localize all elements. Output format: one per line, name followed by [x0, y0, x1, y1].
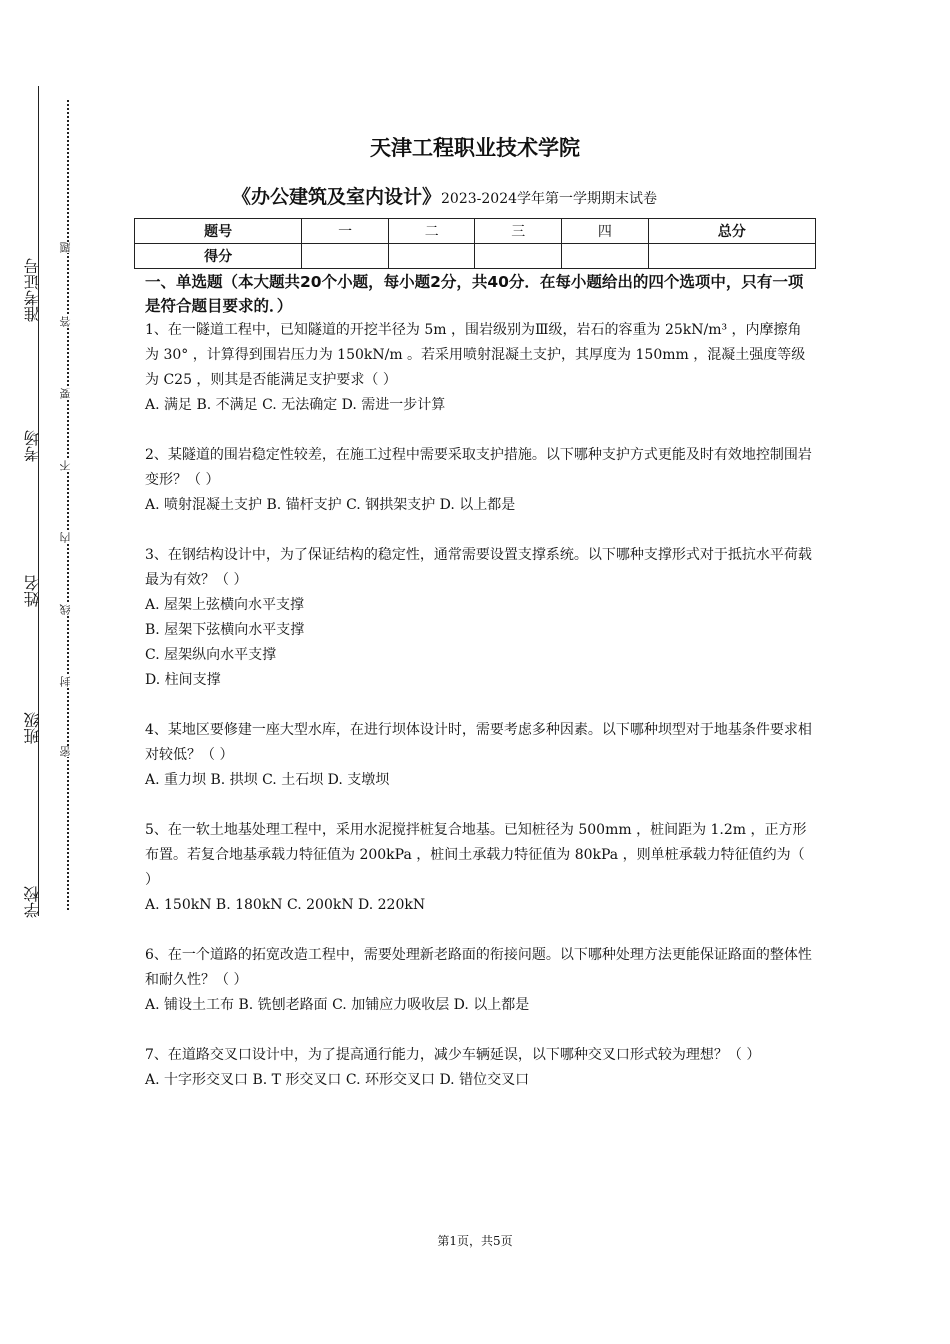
question-stem: 1、在一隧道工程中，已知隧道的开挖半径为 5m ，围岩级别为Ⅲ级，岩石的容重为 25kN/m³ ，内摩擦角为 30° ，计算得到围岩压力为 150kN/m 。若采用喷射混凝土支护，其厚度为 150mm ，混凝土强度等级为 C25 ，则其是否能满足支护要求（ ）	[145, 322, 806, 388]
seal-char: 题	[60, 242, 76, 253]
question-option: A. 屋架上弦横向水平支撑	[145, 597, 305, 613]
question-option: C. 屋架纵向水平支撑	[145, 647, 277, 663]
question-5	[145, 818, 813, 918]
question-options: A. 满足 B. 不满足 C. 无法确定 D. 需进一步计算	[145, 397, 446, 413]
exam-title	[232, 182, 657, 209]
score-header-cell: 总分	[648, 219, 815, 244]
question-option: D. 柱间支撑	[145, 672, 221, 688]
question-options: A. 重力坝 B. 拱坝 C. 土石坝 D. 支墩坝	[145, 772, 390, 788]
score-cell	[648, 244, 815, 269]
seal-dotted-line	[67, 100, 69, 910]
binding-margin	[0, 0, 120, 1344]
score-header-cell: 四	[562, 219, 649, 244]
question-options: A. 十字形交叉口 B. T 形交叉口 C. 环形交叉口 D. 错位交叉口	[145, 1072, 530, 1088]
question-stem: 3、在钢结构设计中，为了保证结构的稳定性，通常需要设置支撑系统。以下哪种支撑形式对于抵抗水平荷载最为有效？（ ）	[145, 547, 812, 588]
score-cell	[302, 244, 389, 269]
question-3	[145, 543, 813, 693]
question-7	[145, 1043, 813, 1093]
question-stem: 7、在道路交叉口设计中，为了提高通行能力，减少车辆延误，以下哪种交叉口形式较为理想？（ ）	[145, 1047, 761, 1063]
seal-char: 不	[60, 460, 76, 471]
question-stem: 2、某隧道的围岩稳定性较差，在施工过程中需要采取支护措施。以下哪种支护方式更能及时有效地控制围岩变形？（ ）	[145, 447, 812, 488]
exam-number-label: 准考证号	[23, 258, 42, 322]
term-name: 2023-2024学年第一学期期末试卷	[441, 191, 658, 207]
score-table-score-row	[135, 244, 816, 269]
school-title: 天津工程职业技术学院	[370, 136, 580, 160]
score-header-cell: 二	[388, 219, 475, 244]
seal-char: 内	[60, 532, 76, 543]
score-table	[134, 218, 816, 269]
score-row-label: 得分	[135, 244, 302, 269]
seal-char: 线	[60, 604, 76, 615]
question-stem: 6、在一个道路的拓宽改造工程中，需要处理新老路面的衔接问题。以下哪种处理方法更能保证路面的整体性和耐久性？（ ）	[145, 947, 812, 988]
score-cell	[388, 244, 475, 269]
question-stem: 5、在一软土地基处理工程中，采用水泥搅拌桩复合地基。已知桩径为 500mm ，桩间距为 1.2m ，正方形布置。若复合地基承载力特征值为 200kPa ，桩间土承载力特征值为 80kPa ，则单桩承载力特征值约为（ ）	[145, 822, 807, 888]
page-number: 第1页，共5页	[437, 1234, 513, 1248]
question-1	[145, 318, 813, 418]
score-header-cell: 一	[302, 219, 389, 244]
school-label: 学校	[23, 886, 42, 918]
seal-char: 答	[60, 316, 76, 327]
question-2	[145, 443, 813, 518]
question-stem: 4、某地区要修建一座大型水库，在进行坝体设计时，需要考虑多种因素。以下哪种坝型对于地基条件要求相对较低？（ ）	[145, 722, 812, 763]
question-option: B. 屋架下弦横向水平支撑	[145, 622, 305, 638]
course-name: 《办公建筑及室内设计》	[232, 186, 442, 208]
score-header-cell: 题号	[135, 219, 302, 244]
seal-char: 密	[60, 746, 76, 757]
seal-char: 封	[60, 676, 76, 687]
seal-char: 要	[60, 388, 76, 399]
question-options: A. 铺设土工布 B. 铣刨老路面 C. 加铺应力吸收层 D. 以上都是	[145, 997, 530, 1013]
question-options: A. 150kN B. 180kN C. 200kN D. 220kN	[145, 897, 426, 913]
score-cell	[475, 244, 562, 269]
question-options: A. 喷射混凝土支护 B. 锚杆支护 C. 钢拱架支护 D. 以上都是	[145, 497, 516, 513]
exam-room-label: 考场	[23, 430, 42, 462]
class-label: 班级	[23, 712, 42, 744]
binding-solid-line	[38, 86, 39, 916]
question-list	[145, 318, 813, 1118]
section-heading: 一、单选题（本大题共20个小题，每小题2分，共40分．在每小题给出的四个选项中，只有一项是符合题目要求的．）	[145, 273, 804, 315]
score-table-header-row	[135, 219, 816, 244]
student-name-label: 姓名	[23, 575, 42, 607]
question-6	[145, 943, 813, 1018]
question-4	[145, 718, 813, 793]
score-cell	[562, 244, 649, 269]
score-header-cell: 三	[475, 219, 562, 244]
